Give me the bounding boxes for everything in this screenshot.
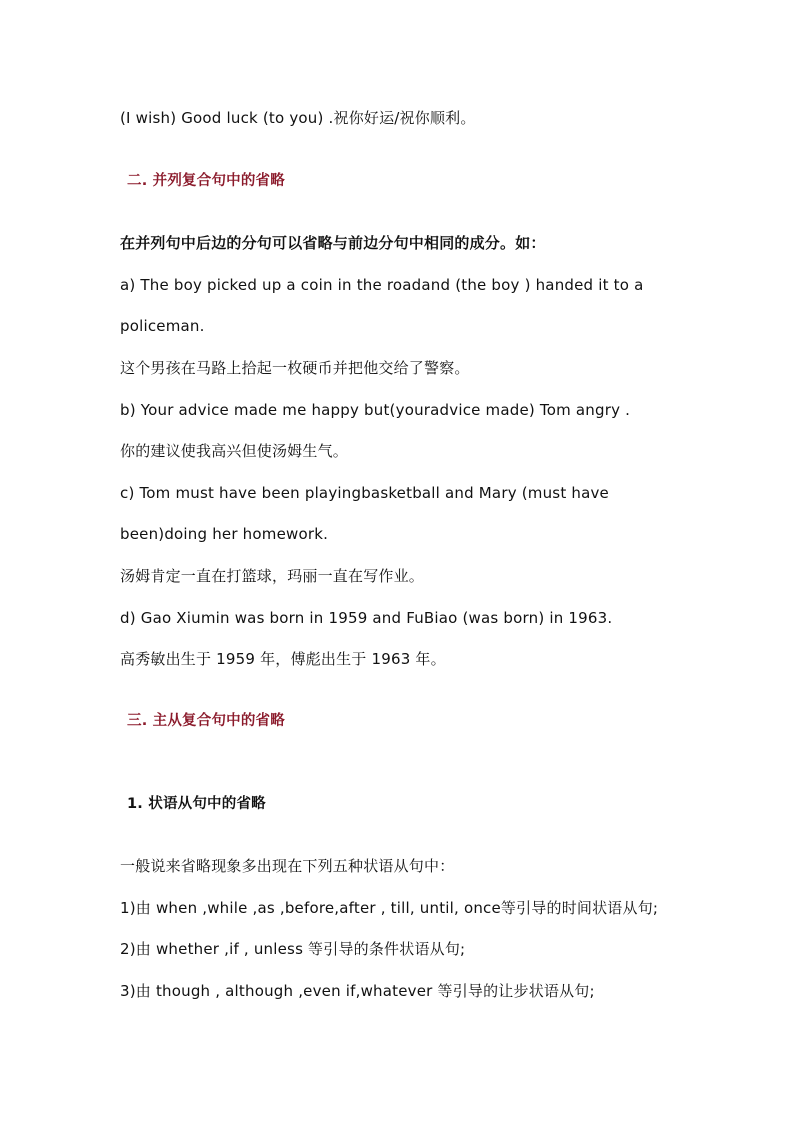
example-c-zh: 汤姆肯定一直在打篮球，玛丽一直在写作业。 [120,567,425,585]
example-c-en-line2: been)doing her homework. [120,525,329,543]
clause-item-concession: 3)由 though , although ,even if,whatever 等引导的让步状语从句; [120,982,595,1000]
example-b-en: b) Your advice made me happy but(youradvice made) Tom angry . [120,401,631,419]
section-2-rule: 在并列句中后边的分句可以省略与前边分句中相同的成分。如： [120,234,546,252]
example-b-zh: 你的建议使我高兴但使汤姆生气。 [120,442,349,460]
section-2-heading: 二. 并列复合句中的省略 [127,173,285,189]
subsection-1-heading: 1. 状语从句中的省略 [127,796,266,812]
clause-item-time: 1)由 when ,while ,as ,before,after , till, until, once等引导的时间状语从句; [120,899,659,917]
clause-item-condition: 2)由 whether ,if , unless 等引导的条件状语从句; [120,940,466,958]
example-a-en-line1: a) The boy picked up a coin in the roadand (the boy ) handed it to a [120,276,644,294]
section-3-heading: 三. 主从复合句中的省略 [127,713,285,729]
example-d-en: d) Gao Xiumin was born in 1959 and FuBiao (was born) in 1963. [120,609,613,627]
example-a-zh: 这个男孩在马路上拾起一枚硬币并把他交给了警察。 [120,359,470,377]
example-d-zh: 高秀敏出生于 1959 年，傅彪出生于 1963 年。 [120,650,446,668]
subsection-1-intro: 一般说来省略现象多出现在下列五种状语从句中： [120,857,455,875]
intro-line: (I wish) Good luck (to you) .祝你好运/祝你顺利。 [120,109,476,127]
example-c-en-line1: c) Tom must have been playingbasketball and Mary (must have [120,484,609,502]
example-a-en-line2: policeman. [120,317,205,335]
